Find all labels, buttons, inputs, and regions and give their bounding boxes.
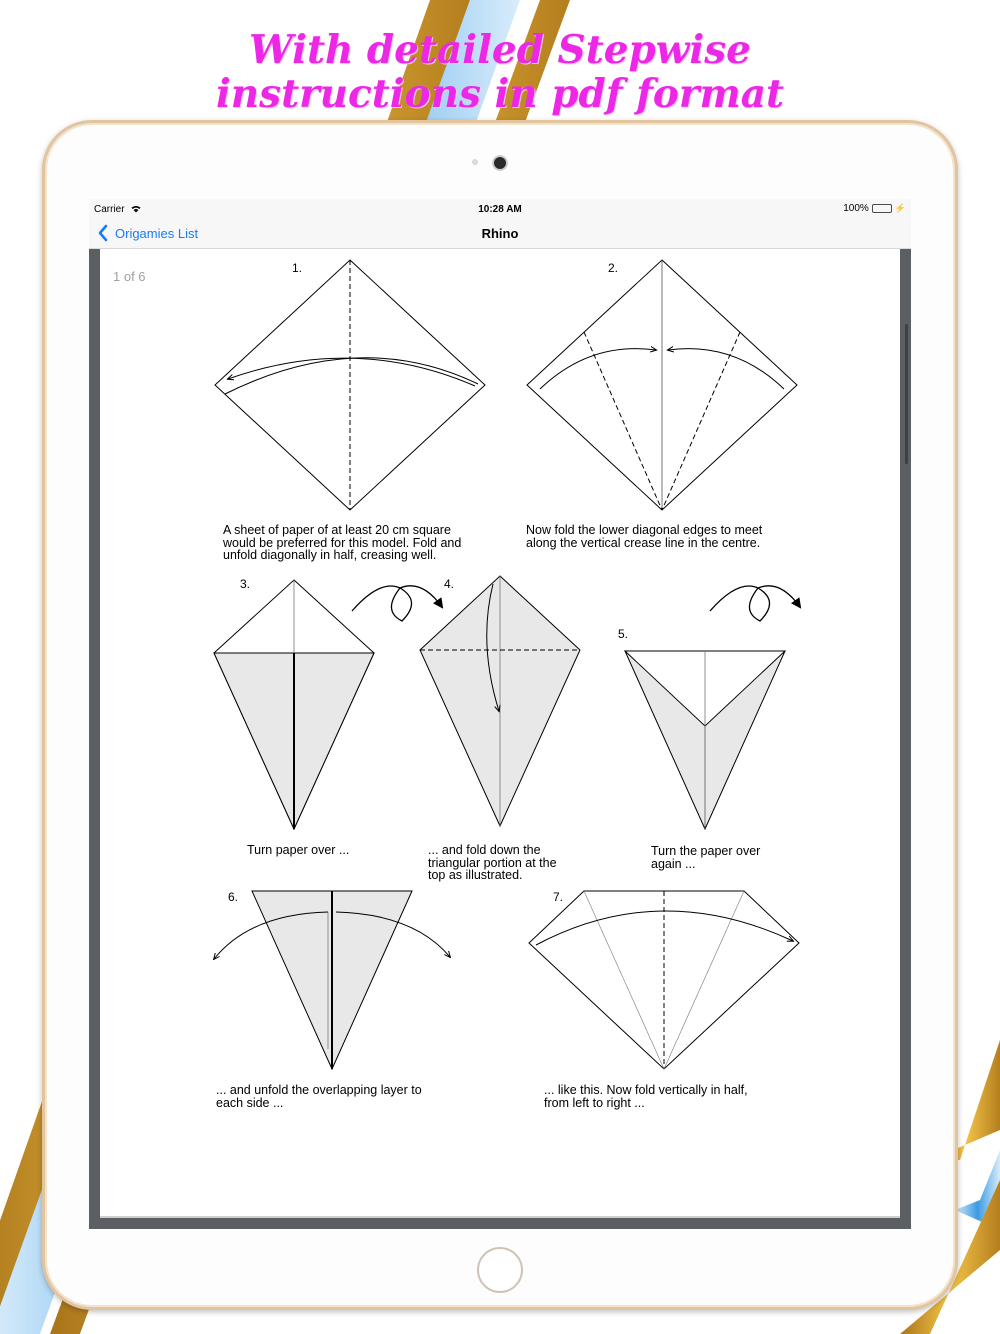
step-5-caption: Turn the paper over again ...	[651, 844, 761, 871]
step-2-number: 2.	[608, 261, 619, 275]
step-4-caption: ... and fold down the triangular portion at the top as illustrated.	[428, 843, 557, 882]
step-6-caption: ... and unfold the overlapping layer to each side ...	[216, 1083, 422, 1110]
step-5-diagram	[618, 627, 785, 829]
charging-icon: ⚡	[894, 203, 906, 213]
turn-over-arrow-2	[710, 586, 800, 621]
navigation-bar	[89, 219, 911, 249]
step-2-caption: Now fold the lower diagonal edges to meet along the vertical crease line in the centre.	[526, 523, 763, 550]
step-3-number: 3.	[240, 577, 251, 591]
page-title: Rhino	[481, 226, 519, 241]
battery-icon	[872, 204, 892, 213]
battery-percent: 100%	[843, 203, 869, 214]
front-sensor	[472, 159, 478, 165]
step-2-diagram	[527, 260, 797, 510]
turn-over-arrow-1	[352, 586, 442, 621]
status-bar	[89, 199, 911, 219]
step-1-number: 1.	[292, 261, 303, 275]
step-3-diagram	[214, 577, 374, 829]
carrier-text: Carrier	[94, 204, 125, 215]
front-camera	[494, 157, 506, 169]
origami-diagrams	[100, 249, 900, 1216]
step-4-number: 4.	[444, 577, 455, 591]
step-6-diagram	[214, 890, 450, 1069]
promo-line-1: With detailed Stepwise	[249, 27, 751, 73]
pdf-page[interactable]	[100, 249, 900, 1216]
tablet-screen	[89, 199, 911, 1229]
step-1-diagram	[215, 260, 485, 510]
scroll-indicator[interactable]	[905, 324, 908, 464]
battery-indicator	[843, 203, 906, 214]
step-3-caption: Turn paper over ...	[247, 843, 350, 857]
step-6-number: 6.	[228, 890, 239, 904]
status-time: 10:28 AM	[478, 204, 522, 215]
promo-line-2: instructions in pdf format	[215, 71, 785, 117]
promo-headline	[0, 28, 1000, 116]
home-button[interactable]	[477, 1247, 523, 1293]
step-7-number: 7.	[553, 890, 564, 904]
step-1-caption: A sheet of paper of at least 20 cm square would be preferred for this model. Fold and unfold diagonally in half, creasing well.	[223, 523, 462, 562]
back-button-label: Origamies List	[115, 225, 199, 241]
step-4-diagram	[420, 576, 580, 826]
page-counter: 1 of 6	[113, 269, 146, 284]
step-7-diagram	[529, 890, 799, 1069]
step-7-caption: ... like this. Now fold vertically in half, from left to right ...	[544, 1083, 748, 1110]
step-5-number: 5.	[618, 627, 629, 641]
page-separator	[100, 1216, 900, 1218]
